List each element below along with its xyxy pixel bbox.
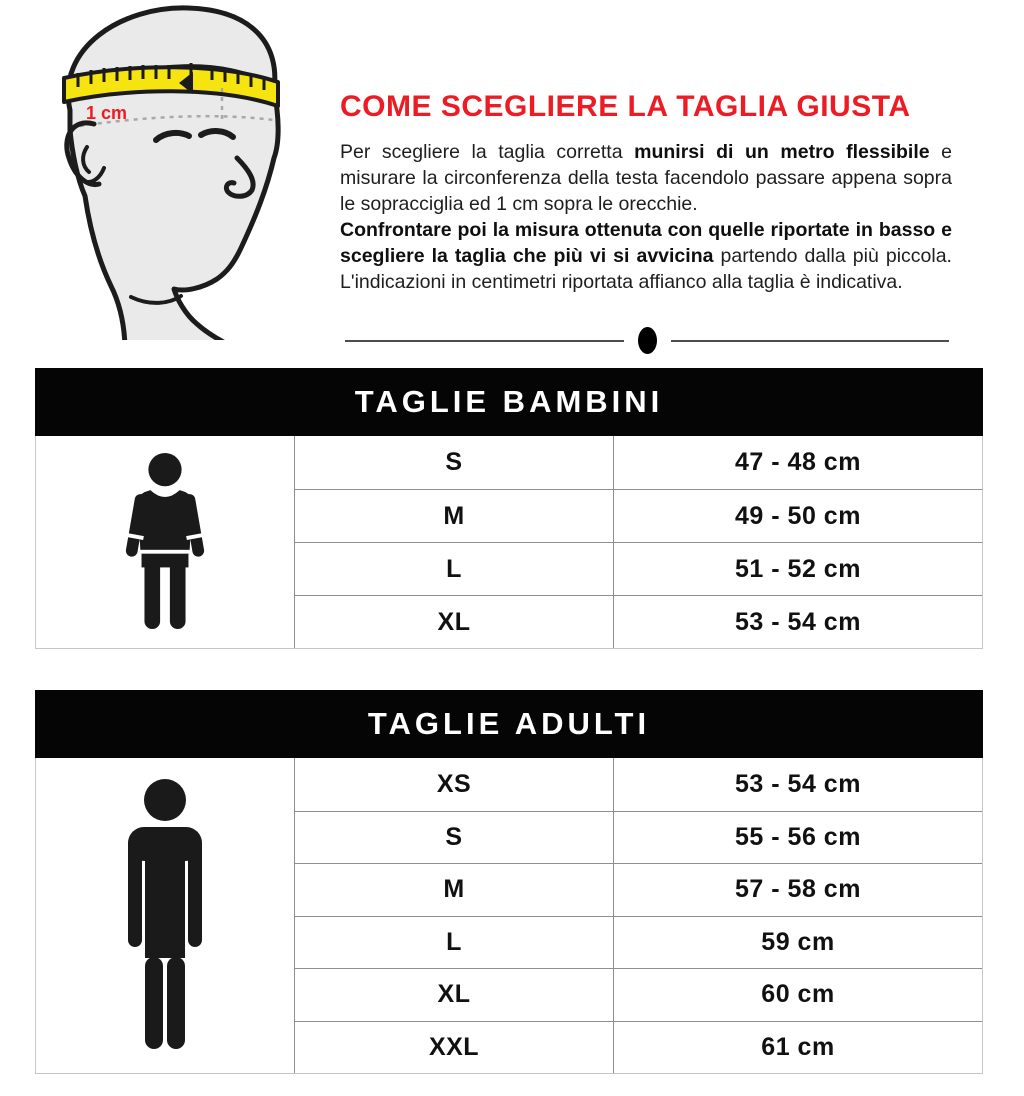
intro-text-normal-3: partendo dalla più piccola. L'indicazioni in centimetri riportata affianco alla taglia è indicativa. (340, 245, 952, 293)
kids-range-xl: 53 - 54 cm (613, 595, 982, 648)
intro-text-normal-2: e misurare la circonferenza della testa facendolo passare appena sopra le sopracciglia ed 1 cm sopra le orecchie. (340, 141, 953, 215)
kids-range-m: 49 - 50 cm (613, 489, 982, 542)
adults-range-l: 59 cm (613, 916, 982, 969)
head-measurement-illustration (28, 0, 330, 340)
intro-text-normal-1: Per scegliere la taglia corretta (340, 141, 635, 163)
intro-text-bold-1: munirsi di un metro flessibile (634, 141, 930, 163)
divider-line-left (345, 340, 624, 342)
divider-line-right (671, 340, 950, 342)
kids-table-header: TAGLIE BAMBINI (35, 368, 983, 436)
adults-size-xl: XL (295, 968, 613, 1021)
adults-size-table (35, 690, 983, 1074)
adults-size-xs: XS (436, 769, 472, 798)
kids-table-body (35, 436, 983, 649)
page-title: COME SCEGLIERE LA TAGLIA GIUSTA (340, 90, 911, 123)
adults-range-xl: 60 cm (613, 968, 982, 1021)
adults-range-xxl: 61 cm (613, 1021, 982, 1074)
adults-size-s: S (295, 811, 613, 864)
kids-size-l: L (295, 542, 613, 595)
kids-size-s: S (445, 448, 463, 476)
kids-range-l: 51 - 52 cm (613, 542, 982, 595)
kids-range-s: 47 - 48 cm (613, 436, 982, 489)
adults-table-header: TAGLIE ADULTI (35, 690, 983, 758)
kids-size-m: M (295, 489, 613, 542)
intro-text-bold-2: Confrontare poi la misura ottenuta con quelle riportate in basso e scegliere la taglia che più vi si avvicina (340, 219, 952, 267)
adults-size-xxl: XXL (295, 1021, 613, 1074)
adults-size-l: L (295, 916, 613, 969)
section-divider (345, 327, 949, 354)
kids-size-xl: XL (295, 595, 613, 648)
adults-range-m: 57 - 58 cm (613, 863, 982, 916)
adults-size-m: M (295, 863, 613, 916)
adults-range-s: 55 - 56 cm (613, 811, 982, 864)
intro-paragraph (340, 139, 952, 295)
one-cm-label: 1 cm (86, 103, 128, 123)
adult-silhouette-icon (36, 758, 295, 1073)
child-silhouette-icon (36, 436, 295, 648)
adults-range-xs: 53 - 54 cm (613, 758, 982, 811)
adults-table-body (35, 758, 983, 1074)
kids-size-table (35, 368, 983, 649)
divider-dot-icon (638, 327, 657, 354)
